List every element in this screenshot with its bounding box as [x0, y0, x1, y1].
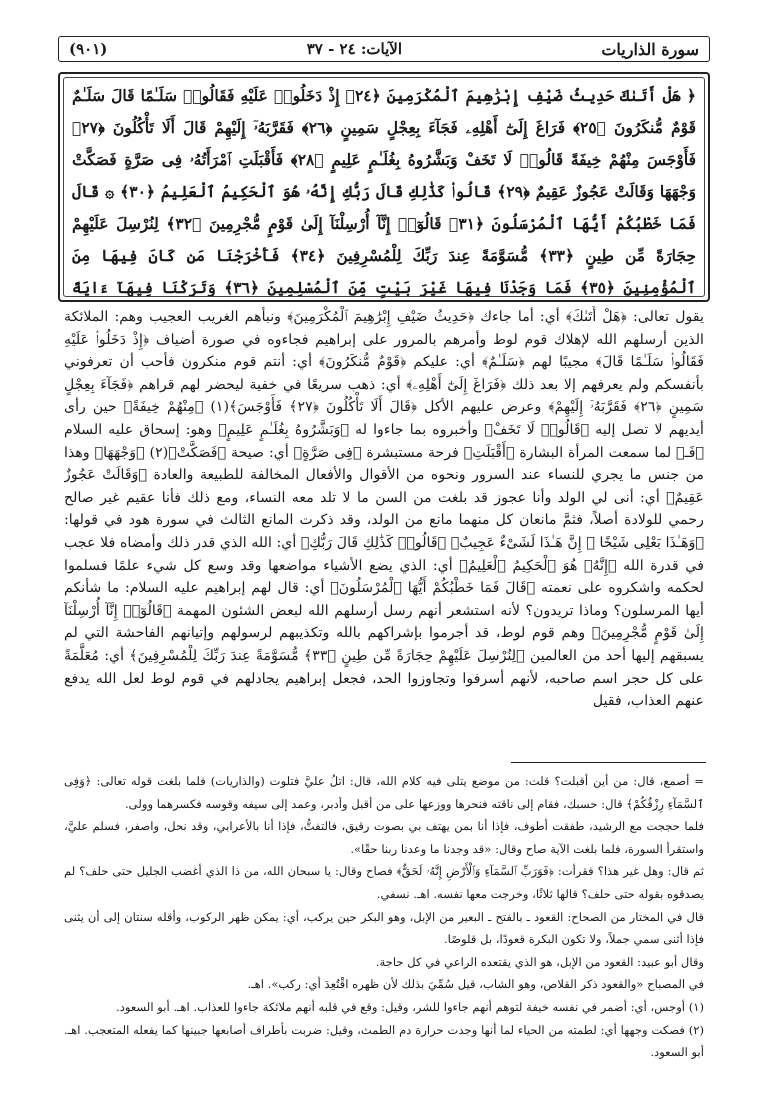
footnote: في المصباح «والقعود ذكر القلاص، وهو الشاب، قيل سُمِّيَ بذلك لأن ظهره اقْتُعِدَ أي: ركب». اهـ.: [247, 977, 704, 992]
footnote: فلما حججت مع الرشيد، طفقت أطوف، فإذا أنا بمن يهتف بي بصوت رقيق، فالتفتُّ، فإذا أنا بالأعرابي، وقد نحل، واصفر، فسلم عليَّ، واستقرأ السورة، فلما بلغت الآية صاح وقال: «قد وجدنا ما وعدنا ربنا حقًا».: [64, 819, 704, 856]
footnote: (٢) فصكت وجهها أي: لطمته من الحياء لما أنها وجدت حرارة دم الطمث، وقيل: ضربت بأطراف أصابعها جبينها كما يفعله المتعجب. اهـ. أبو السعود.: [64, 1022, 704, 1060]
quran-verses: ﴿ هَلْ أَتَىٰكَ حَدِيثُ ضَيْفِ إِبْرَٰهِيمَ ٱلْمُكْرَمِينَ ﴿٢٤﴾ إِذْ دَخَلُوا۟ عَلَيْهِ فَقَالُوا۟ سَلَـٰمًا قَالَ سَلَـٰمٌ قَوْمٌ مُّنكَرُونَ ﴿٢٥﴾ فَرَاغَ إِلَىٰٓ أَهْلِهِۦ فَجَآءَ بِعِجْلٍ سَمِينٍ ﴿٢٦﴾ فَقَرَّبَهُۥٓ إِلَيْهِمْ قَالَ أَلَا تَأْكُلُونَ ﴿٢٧﴾ فَأَوْجَسَ مِنْهُمْ خِيفَةً قَالُوا۟ لَا تَخَفْ وَبَشَّرُوهُ بِغُلَـٰمٍ عَلِيمٍ ﴿٢٨﴾ فَأَقْبَلَتِ ٱمْرَأَتُهُۥ فِى صَرَّةٍ فَصَكَّتْ وَجْهَهَا وَقَالَتْ عَجُوزٌ عَقِيمٌ ﴿٢٩﴾ قَالُوا۟ كَذَٰلِكِ قَالَ رَبُّكِ إِنَّهُۥ هُوَ ٱلْحَكِيمُ ٱلْعَلِيمُ ﴿٣٠﴾ ۞ قَالَ فَمَا خَطْبُكُمْ أَيُّهَا ٱلْمُرْسَلُونَ ﴿٣١﴾ قَالُوٓا۟ إِنَّآ أُرْسِلْنَآ إِلَىٰ قَوْمٍ مُّجْرِمِينَ ﴿٣٢﴾ لِنُرْسِلَ عَلَيْهِمْ حِجَارَةً مِّن طِينٍ ﴿٣٣﴾ مُّسَوَّمَةً عِندَ رَبِّكَ لِلْمُسْرِفِينَ ﴿٣٤﴾ فَأَخْرَجْنَا مَن كَانَ فِيهَا مِنَ ٱلْمُؤْمِنِينَ ﴿٣٥﴾ فَمَا وَجَدْنَا فِيهَا غَيْرَ بَيْتٍ مِّنَ ٱلْمُسْلِمِينَ ﴿٣٦﴾ وَتَرَكْنَا فِيهَآ ءَايَةً: [72, 86, 697, 297]
footnotes: [64, 770, 704, 1090]
page-header: [58, 36, 710, 62]
footnote: ثم قال: وهل غير هذا؟ فقرأت: ﴿فَوَرَبِّ ٱلسَّمَآءِ وَٱلْأَرْضِ إِنَّهُۥ لَحَقٌّ﴾ فصاح وقال: يا سبحان الله، من ذا الذي أغضب الجليل حتى حلف؟ لم يصدقوه بقوله حتى حلف؟ قالها ثلاثًا، وخرجت معها نفسه. اهـ. نسفي.: [64, 864, 704, 901]
page-number: ( ٩٠١ ): [69, 40, 107, 58]
tafsir-commentary: [64, 306, 704, 758]
footnote: = أصمع، قال: من أين أقبلت؟ قلت: من موضع يتلى فيه كلام الله، قال: اتلُ عليَّ فتلوت (والذاريات) فلما بلغت قوله تعالى: ﴿وَفِى ٱلسَّمَآءِ رِزْقُكُمْ﴾ قال: حسبك، فقام إلى ناقته فنحرها ووزعها على من أقبل وأدبر، وعمد إلى سيفه وقوسه فكسرهما وولى.: [64, 774, 704, 811]
footnote: (١) أوجس، أي: أضمر في نفسه خيفة لتوهم أنهم جاءوا للشر، وقيل: وقع في قلبه أنهم ملائكة جاءوا للعذاب. اهـ. أبو السعود.: [116, 999, 704, 1014]
ayat-range: الآيات: ٢٤ - ٣٧: [306, 40, 403, 58]
commentary-text: يقول تعالى: ﴿هَلْ أَتَىٰكَ﴾ أي: أما جاءك ﴿حَدِيثُ ضَيْفِ إِبْرَٰهِيمَ ٱلْمُكْرَمِينَ﴾ ونبأهم الغريب العجيب وهم: الملائكة الذين أرسلهم الله لإهلاك قوم لوط وأمرهم بالمرور على إبراهيم فجاءوه في صورة أضياف ﴿إِذْ دَخَلُوا۟ عَلَيْهِ فَقَالُوا۟ سَلَـٰمًا قَالَ﴾ مجيبًا لهم ﴿سَلَـٰمٌ﴾ أي: عليكم ﴿قَوْمٌ مُّنكَرُونَ﴾ أي: أنتم قوم منكرون فأحب أن تعرفوني بأنفسكم ولم يعرفهم إلا بعد ذلك ﴿فَرَاغَ إِلَىٰٓ أَهْلِهِۦ﴾ أي: ذهب سريعًا في خفية ليحضر لهم قراهم ﴿فَجَآءَ بِعِجْلٍ سَمِينٍ ﴿٢٦﴾ فَقَرَّبَهُۥٓ إِلَيْهِمْ﴾ وعرض عليهم الأكل ﴿قَالَ أَلَا تَأْكُلُونَ ﴿٢٧﴾ فَأَوْجَسَ﴾(١) ﴿مِنْهُمْ خِيفَةً﴾ حين رأى أيديهم لا تصل إليه ﴿قَالُوا۟ لَا تَخَفْ﴾ وأخبروه بما جاءوا له ﴿وَبَشَّرُوهُ بِغُلَـٰمٍ عَلِيمٍ﴾ وهو: إسحاق عليه السلام ﴿فَـ﴾ لما سمعت المرأة البشارة ﴿أَقْبَلَتِ﴾ فرحة مستبشرة ﴿فِى صَرَّةٍ﴾ أي: صيحة ﴿فَصَكَّتْ﴾(٢) ﴿وَجْهَهَا﴾ وهذا من جنس ما يجري للنساء عند السرور ونحوه من الأقوال والأفعال المخالفة للطبيعة والعادة ﴿وَقَالَتْ عَجُوزٌ عَقِيمٌ﴾ أي: أنى لي الولد وأنا عجوز قد بلغت من السن ما لا تلد معه النساء، ومع ذلك فأنا عقيم غير صالح رحمي للولادة أصلاً، فثمَّ مانعان كل منهما مانع من الولد، وقد ذكرت المانع الثالث في سورة هود في قولها: ﴿وَهَـٰذَا بَعْلِى شَيْخًا ۖ إِنَّ هَـٰذَا لَشَىْءٌ عَجِيبٌ﴾ ﴿قَالُوا۟ كَذَٰلِكِ قَالَ رَبُّكِ﴾ أي: الله الذي قدر ذلك وأمضاه فلا عجب في قدرة الله ﴿إِنَّهُۥ هُوَ ٱلْحَكِيمُ ٱلْعَلِيمُ﴾ أي: الذي يضع الأشياء مواضعها وقد وسع كل شيء علمًا فسلموا لحكمه واشكروه على نعمته ﴿قَالَ فَمَا خَطْبُكُمْ أَيُّهَا ٱلْمُرْسَلُونَ﴾ أي: قال لهم إبراهيم عليه السلام: ما شأنكم أيها المرسلون؟ وماذا تريدون؟ لأنه استشعر أنهم رسل أرسلهم الله لبعض الشئون المهمة ﴿قَالُوٓا۟ إِنَّآ أُرْسِلْنَآ إِلَىٰ قَوْمٍ مُّجْرِمِينَ﴾ وهم قوم لوط، قد أجرموا بإشراكهم بالله وتكذيبهم لرسولهم وإتيانهم الفاحشة التي لم يسبقهم إليها أحد من العالمين ﴿لِنُرْسِلَ عَلَيْهِمْ حِجَارَةً مِّن طِينٍ ﴿٣٣﴾ مُّسَوَّمَةً عِندَ رَبِّكَ لِلْمُسْرِفِينَ﴾ أي: مُعَلَّمَةً على كل حجر اسم صاحبه، لأنهم أسرفوا وتجاوزوا الحد، فجعل إبراهيم يجادلهم في قوم لوط لعل الله يدفع عنهم العذاب، فقيل: [64, 309, 704, 710]
footnote: وقال أبو عبيد: القعود من الإبل، هو الذي يقتعده الراعي في كل حاجة.: [375, 954, 704, 969]
surah-name: سورة الذاريات: [601, 39, 699, 59]
quran-verses-frame: [58, 72, 710, 302]
footnote-divider: [511, 762, 706, 763]
footnote: قال في المختار من الصحاح: القعود ـ بالفتح ـ البعير من الإبل، وهو البكر حين يركب، أي: يمكن ظهر الركوب، وأقله سنتان إلى أن يثنى فإذا أثنى سمي جملاً، ولا تكون البكرة قعودًا، بل قلوصًا.: [64, 909, 704, 947]
